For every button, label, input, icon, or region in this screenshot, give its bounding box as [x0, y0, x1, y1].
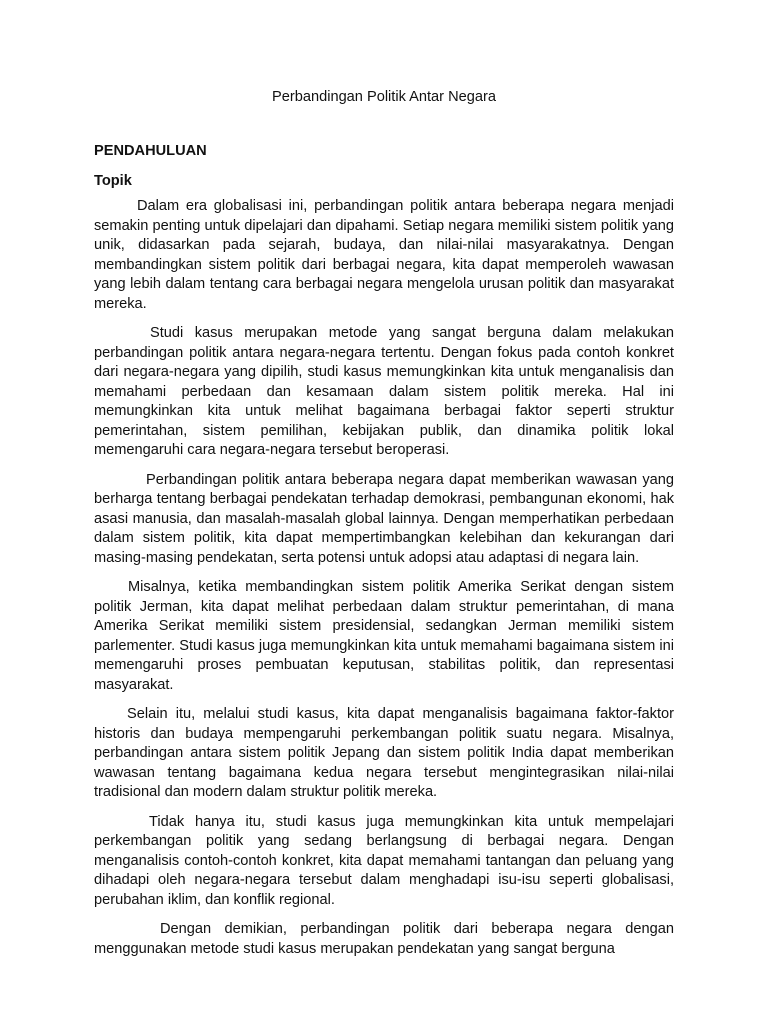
body-text	[94, 197, 674, 969]
section-heading: PENDAHULUAN	[94, 143, 207, 159]
paragraph-1: Dalam era globalisasi ini, perbandingan politik antara beberapa negara menjadi semakin penting untuk dipelajari dan dipahami. Setiap negara memiliki sistem politik yang unik, didasarkan pada sejarah, budaya, dan nilai-nilai masyarakatnya. Dengan membandingkan sistem politik dari berbagai negara, kita dapat memperoleh wawasan yang lebih dalam tentang cara berbagai negara mengelola urusan politik dan masyarakat mereka.	[94, 198, 674, 312]
paragraph-4: Misalnya, ketika membandingkan sistem politik Amerika Serikat dengan sistem politik Jerman, kita dapat melihat perbedaan dalam struktur pemerintahan, di mana Amerika Serikat memiliki sistem presidensial, sedangkan Jerman memiliki sistem parlementer. Studi kasus juga memungkinkan kita untuk memahami bagaimana sistem ini memengaruhi proses pembuatan keputusan, stabilitas politik, dan representasi masyarakat.	[94, 579, 674, 693]
paragraph-5: Selain itu, melalui studi kasus, kita dapat menganalisis bagaimana faktor-faktor historis dan budaya mempengaruhi perkembangan politik suatu negara. Misalnya, perbandingan antara sistem politik Jepang dan sistem politik India dapat memberikan wawasan tentang bagaimana kedua negara tersebut mengintegrasikan nilai-nilai tradisional dan modern dalam struktur politik mereka.	[94, 706, 674, 800]
paragraph-2: Studi kasus merupakan metode yang sangat berguna dalam melakukan perbandingan politik antara negara-negara tertentu. Dengan fokus pada contoh konkret dari negara-negara yang dipilih, studi kasus memungkinkan kita untuk menganalisis dan memahami perbedaan dan kesamaan dalam sistem politik mereka. Hal ini memungkinkan kita untuk melihat bagaimana berbagai faktor seperti struktur pemerintahan, sistem pemilihan, kebijakan publik, dan dinamika politik lokal memengaruhi cara negara-negara tersebut beroperasi.	[94, 325, 674, 458]
paragraph-3: Perbandingan politik antara beberapa negara dapat memberikan wawasan yang berharga tentang berbagai pendekatan terhadap demokrasi, pembangunan ekonomi, hak asasi manusia, dan masalah-masalah global lainnya. Dengan memperhatikan perbedaan dalam sistem politik, kita dapat mempertimbangkan kelebihan dan kekurangan dari masing-masing pendekatan, serta potensi untuk adopsi atau adaptasi di negara lain.	[94, 471, 674, 566]
subsection-heading: Topik	[94, 173, 132, 189]
paragraph-7: Dengan demikian, perbandingan politik dari beberapa negara dengan menggunakan metode studi kasus merupakan pendekatan yang sangat berguna	[94, 921, 674, 957]
document-title: Perbandingan Politik Antar Negara	[272, 89, 496, 105]
paragraph-6: Tidak hanya itu, studi kasus juga memungkinkan kita untuk mempelajari perkembangan politik yang sedang berlangsung di berbagai negara. Dengan menganalisis contoh-contoh konkret, kita dapat memahami tantangan dan peluang yang dihadapi oleh negara-negara tersebut dalam menghadapi isu-isu seperti globalisasi, perubahan iklim, dan konflik regional.	[94, 813, 674, 908]
